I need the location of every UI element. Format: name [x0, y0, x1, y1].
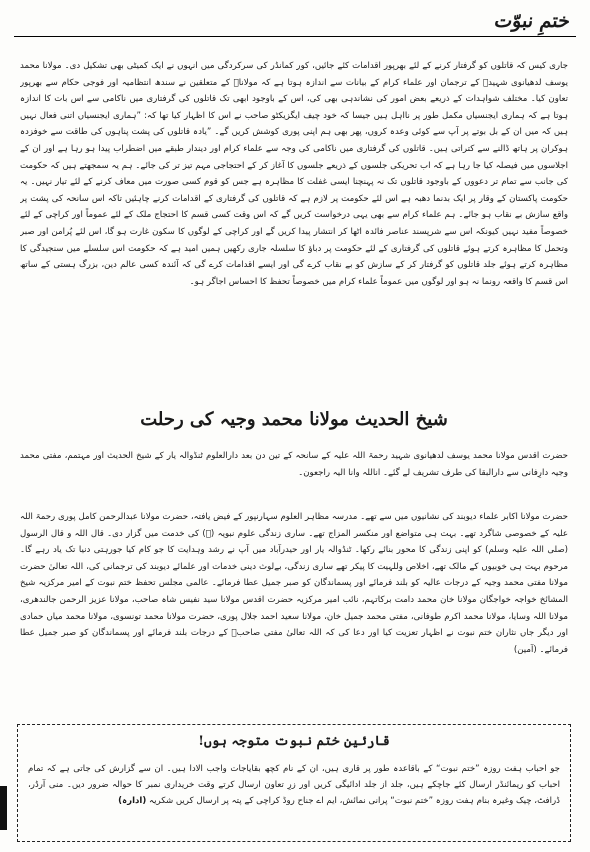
notice-signature: (ادارہ) [118, 796, 147, 806]
notice-text: جو احباب ہفت روزہ ”ختم نبوت“ کے باقاعدہ طور پر قاری ہیں، ان کے نام کچھ بقایاجات واجب الادا ہیں۔ ان سے گزارش کی جاتی ہے کہ تمام احباب کو ریمائنڈر ارسال کئے جاچکے ہیں، جلد از جلد ادائیگی کریں اور زرِ تعاون ارسال کرتے وقت خریداری نمبر کا حوالہ ضرور دیں۔ منی آرڈر، ڈرافٹ، چیک وغیرہ بنام ہفت روزہ ”ختم نبوت“ پرانی نمائش، ایم اے جناح روڈ کراچی کے پتہ پر ارسال کریں شکریہ [28, 764, 560, 806]
notice-title: قارئین ختم نبوت متوجہ ہوں! [198, 734, 390, 749]
article-paragraph-2: حضرت اقدس مولانا محمد یوسف لدھیانوی شہید رحمۃ اللہ علیہ کے سانحہ کے تین دن بعد دارالعلوم ٹنڈوالہ یار کے شیخ الحدیث اور مہتمم، مفتی محمد وجیہ دارِفانی سے دارالبقا کی طرف تشریف لے گئے۔ اناللہ وانا الیہ راجعون۔ [20, 451, 568, 478]
article-paragraph-3: حضرت مولانا اکابر علماء دیوبند کی نشانیوں میں سے تھے۔ مدرسہ مظاہر العلوم سہارنپور کے فیض یافتہ، حضرت مولانا عبدالرحمن کامل پوری رحمۃ اللہ علیہ کے خصوصی شاگرد تھے۔ بہت ہی متواضع اور منکسر المزاج تھے۔ ساری زندگی علوم نبویہ (ﷺ) کی خدمت میں گزار دی۔ قال اللہ و قال الرسول (صلی اللہ علیہ وسلم) کو اپنی زندگی کا محور بنائے رکھا۔ ٹنڈوالہ یار اور حیدرآباد میں آپ نے رشد وہدایت کا جو کام کیا جورہتی دنیا تک یاد رہے گا۔ مرحوم بہت ہی خوبیوں کے مالک تھے، اخلاص وللہیت کا پیکر تھے ساری زندگی، بےلوث دینی خدمات اور علمائے دیوبند کی ترجمانی کی، اللہ تعالیٰ حضرت مولانا مفتی محمد وجیہ کے درجات عالیہ کو بلند فرمائے اور پسماندگان کو صبر جمیل عطا فرمائے۔ عالمی مجلس تحفظ ختم نبوت کے امیر مرکزیہ شیخ المشائخ خواجہ خواجگان مولانا خان محمد دامت برکاتہم، نائب امیر مرکزیہ حضرت اقدس مولانا سید نفیس شاہ صاحب، مولانا عزیز الرحمن جالندھری، مولانا اللہ وسایا، مولانا محمد اکرم طوفانی، مفتی محمد جمیل خان، مولانا سعید احمد جلال پوری، حضرت مولانا محمد تونسوی، مولانا محمد میاں حمادی اور دیگر جاں نثاران ختم نبوت نے اظہار تعزیت کیا اور دعا کی کہ اللہ تعالیٰ مفتی صاحبؒ کے درجات بلند فرمائے اور پسماندگان کو صبر جمیل عطا فرمائے۔ (آمین) [20, 512, 568, 655]
article-paragraph-1: جاری کیس کہ قاتلوں کو گرفتار کرنے کے لئے بھرپور اقدامات کئے جائیں، کور کمانڈر کی سرکردگی میں انہوں نے ایک کمیٹی بھی تشکیل دی۔ مولانا محمد یوسف لدھیانوی شہیدؒ کے ترجمان اور علماء کرام کے بیانات سے اندازہ ہوتا ہے کہ مولاناؒ کے متعلقین نے سندھ انتظامیہ اور فوجی حکام سے بھرپور تعاون کیا۔ مختلف شواہدات کے ذریعے بعض امور کی نشاندہی بھی کی، اس کے باوجود ابھی تک قاتلوں کی گرفتاری میں ناکامی سے اس بات کا اندازہ ہوتا ہے کہ ہماری ایجنسیاں مکمل طور پر نااہل ہیں جیسا کہ خود چیف ایگزیکٹو صاحب نے اس کا اظہار کیا تھا کہ: ”ہماری ایجنسیاں اتنی فعال نہیں ہیں کہ میں ان کے بل بوتے پر آپ سے کوئی وعدہ کروں، پھر بھی ہم اپنی پوری کوشش کریں گے۔ ”یادہ قاتلوں کی پشت پناہوں کی طاقت سے خوفزدہ ہوکران پر ہاتھ ڈالنے سے کتراتی ہیں۔ قاتلوں کی گرفتاری میں ناکامی کی وجہ سے علماء کرام اور دیندار طبقے میں اضطراب پیدا ہو رہا ہے اور ان کے اجلاسوں میں فیصلہ کیا جا رہا ہے کہ اب تحریکی جلسوں کے ذریعے جلسوں کا آغاز کر کے احتجاجی مہم تیز تر کی جائے۔ ہم یہ سمجھتے ہیں کہ حکومت کی جانب سے تمام تر دعووں کے باوجود قاتلوں تک نہ پہنچنا ایسی غفلت کا مظاہرہ ہے جس کو قوم کسی صورت میں معاف کرنے کے لئے تیار نہیں۔ یہ حکومت پاکستان کے وقار پر ایک بدنما دھبہ ہے اس لئے حکومت پر لازم ہے کہ قاتلوں کی گرفتاری کے اقدامات کرنے چاہئیں تاکہ اس سانحہ کی پشت پر واقع سازش بے نقاب ہو جائے۔ ہم علماء کرام سے بھی یہی درخواست کریں گے کہ اس وقت کسی قسم کا احتجاج ملک کے لئے عموماً اور کراچی کے لئے خصوصاً مفید نہیں کیونکہ اس سے شرپسند عناصر فائدہ اٹھا کر انتشار پیدا کریں گے اور کراچی کے لوگوں کا سکون غارت ہو گا، اس لئے پُرامن اور صبر وتحمل کا مظاہرہ کرتے ہوئے قاتلوں کی گرفتاری کے لئے حکومت پر دباؤ کا سلسلہ جاری رکھیں ہمیں امید ہے کہ حکومت اس سلسلے میں سنجیدگی کا مظاہرہ کرتے ہوئے جلد قاتلوں کو گرفتار کر کے سازش کو بے نقاب کرے گی اور ایسے اقدامات کرے گی کہ آئندہ کسی عالم دین، بزرگ ہستی کے ساتھ اس قسم کا واقعہ رونما نہ ہو اور لوگوں میں عموماً علماء کرام میں خصوصاً تحفظ کا احساس اجاگر ہو۔ [20, 61, 568, 287]
masthead-logo: ختمِ نبوّت [493, 10, 572, 32]
page-edge-mark [0, 786, 7, 830]
section-heading: شیخ الحدیث مولانا محمد وجیہ کی رحلت [140, 409, 448, 430]
masthead-rule [14, 36, 576, 37]
notice-body [28, 761, 560, 837]
notice-box [17, 724, 571, 842]
